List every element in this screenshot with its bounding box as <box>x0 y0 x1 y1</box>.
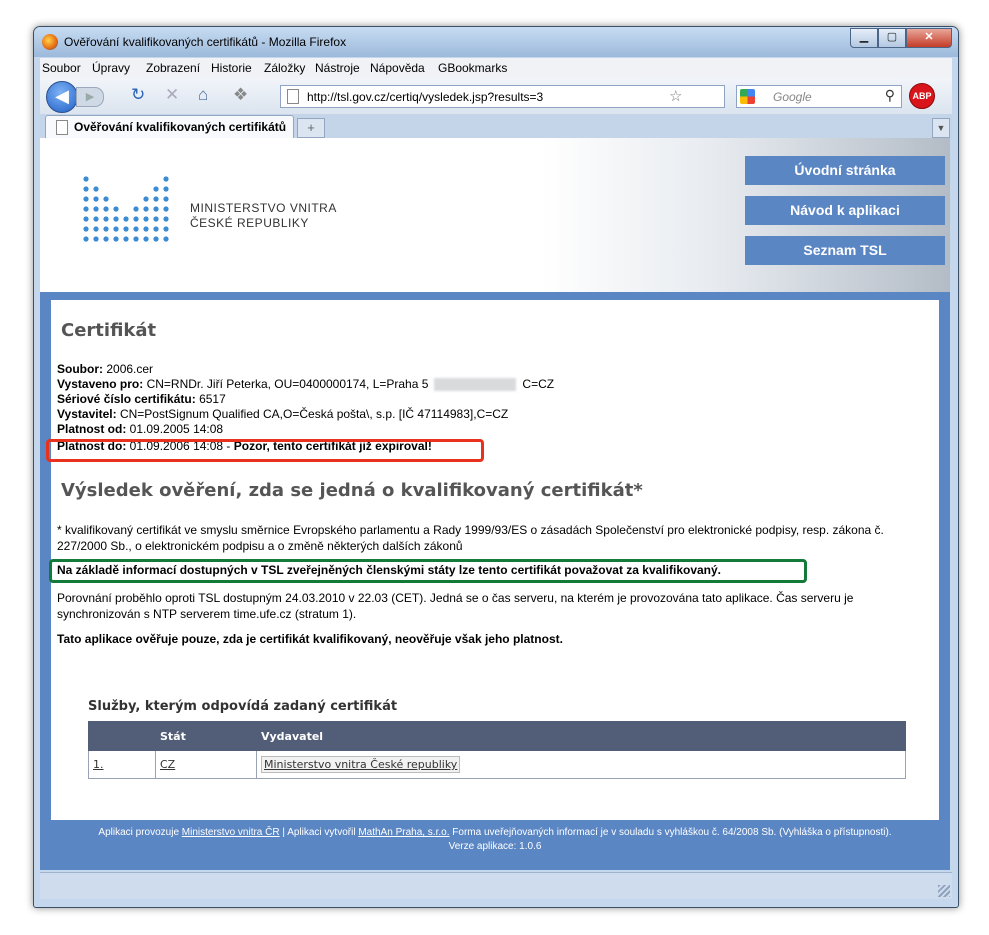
status-bar <box>40 872 952 899</box>
table-header-row <box>89 722 906 751</box>
search-placeholder: Google <box>773 90 812 104</box>
valid-from-value: 01.09.2005 14:08 <box>129 422 224 436</box>
guide-button[interactable]: Návod k aplikaci <box>745 196 945 225</box>
tsl-list-button[interactable]: Seznam TSL <box>745 236 945 265</box>
menu-napoveda[interactable]: Nápověda <box>370 61 425 75</box>
verdict-text: Na základě informací dostupných v TSL zveřejněných členskými státy lze tento certifikát považovat za kvalifikovaný. <box>57 563 722 577</box>
forward-button[interactable] <box>76 87 104 107</box>
site-header <box>40 138 950 292</box>
tab-bar <box>40 114 952 138</box>
page-viewport <box>40 138 950 870</box>
valid-to-value: 01.09.2006 14:08 - <box>129 439 231 453</box>
ministry-name <box>190 201 337 231</box>
resize-grip-icon[interactable] <box>938 885 950 897</box>
page-icon <box>56 120 68 135</box>
page-icon <box>287 89 299 104</box>
column-vydavatel: Vydavatel <box>257 722 906 751</box>
minimize-button[interactable]: ▁ <box>850 28 878 48</box>
file-row <box>57 362 153 376</box>
url-bar[interactable] <box>280 85 725 108</box>
navigation-toolbar <box>40 78 952 114</box>
result-heading: Výsledek ověření, zda se jedná o kvalifikovaný certifikát* <box>61 480 643 501</box>
home-icon[interactable]: ⌂ <box>198 85 209 104</box>
issued-to-label: Vystaveno pro: <box>57 377 144 391</box>
footer-text-mid: | Aplikaci vytvořil <box>279 827 359 838</box>
row-number-link[interactable]: 1. <box>93 758 104 771</box>
home-page-button[interactable]: Úvodní stránka <box>745 156 945 185</box>
serial-row <box>57 392 226 406</box>
footnote-text: * kvalifikovaný certifikát ve smyslu směrnice Evropského parlamentu a Rady 1999/93/ES o zásadách Společenství pro elektronické podpisy, resp. zákona č. 227/2000 Sb., o elektronickém podpisu a o změně některých dalších zákonů <box>57 523 884 553</box>
menu-historie[interactable]: Historie <box>211 61 252 75</box>
version-text: Verze aplikace: 1.0.6 <box>448 841 542 852</box>
menu-gbookmarks[interactable]: GBookmarks <box>438 61 508 75</box>
issued-to-row <box>57 377 554 391</box>
site-footer <box>40 826 950 854</box>
column-stat: Stát <box>156 722 257 751</box>
redacted-block <box>434 378 516 391</box>
url-text: http://tsl.gov.cz/certiq/vysledek.jsp?results=3 <box>307 90 544 104</box>
addon-icon[interactable]: ❖ <box>233 85 249 104</box>
valid-to-label: Platnost do: <box>57 439 127 453</box>
back-button[interactable] <box>46 81 78 113</box>
title-bar <box>34 27 958 57</box>
ministry-link[interactable]: Ministerstvo vnitra ČR <box>181 827 280 838</box>
issuer-row <box>57 407 508 421</box>
firefox-icon <box>42 34 58 50</box>
time-note: Porovnání proběhlo oproti TSL dostupným 24.03.2010 v 22.03 (CET). Jedná se o čas serveru, na kterém je provozována tato aplikace. Čas serveru je synchronizován s NTP serverem time.ufe.cz (stratum 1). <box>57 591 854 621</box>
search-icon[interactable]: ⚲ <box>884 87 895 103</box>
reload-icon[interactable]: ↻ <box>131 85 146 104</box>
services-heading: Služby, kterým odpovídá zadaný certifikát <box>88 699 398 714</box>
tab-title: Ověřování kvalifikovaných certifikátů <box>74 120 287 134</box>
certificate-heading: Certifikát <box>61 320 157 341</box>
ministry-name-line2: ČESKÉ REPUBLIKY <box>190 216 309 230</box>
footer-text-post: Forma uveřejňovaných informací je v souladu s vyhláškou č. 64/2008 Sb. (Vyhláška o přístupnosti). <box>449 827 892 838</box>
valid-from-label: Platnost od: <box>57 422 127 436</box>
valid-from-row <box>57 422 223 436</box>
tab-list-icon[interactable]: ▼ <box>932 118 950 138</box>
issued-to-value: CN=RNDr. Jiří Peterka, OU=0400000174, L=Praha 5 <box>146 377 429 391</box>
menu-bar <box>40 58 952 78</box>
browser-window <box>33 26 959 908</box>
serial-label: Sériové číslo certifikátu: <box>57 392 196 406</box>
tab-active[interactable] <box>45 115 294 139</box>
services-table <box>88 721 906 779</box>
issuer-label: Vystavitel: <box>57 407 117 421</box>
menu-nastroje[interactable]: Nástroje <box>315 61 360 75</box>
window-title: Ověřování kvalifikovaných certifikátů - Mozilla Firefox <box>64 35 347 49</box>
file-label: Soubor: <box>57 362 103 376</box>
main-content <box>51 300 939 820</box>
maximize-button[interactable]: ▢ <box>878 28 906 48</box>
google-icon[interactable] <box>740 89 755 104</box>
footer-line <box>40 826 950 840</box>
column-number <box>89 722 156 751</box>
ministry-name-line1: MINISTERSTVO VNITRA <box>190 201 337 215</box>
issuer-value: CN=PostSignum Qualified CA,O=Česká pošta\, s.p. [IČ 47114983],C=CZ <box>119 407 509 421</box>
expiry-highlight-box <box>46 439 484 462</box>
footer-text-pre: Aplikaci provozuje <box>98 827 182 838</box>
country-link[interactable]: CZ <box>160 758 176 771</box>
menu-zalozky[interactable]: Záložky <box>264 61 306 75</box>
issued-to-country: C=CZ <box>522 377 555 391</box>
mathan-link[interactable]: MathAn Praha, s.r.o. <box>358 827 450 838</box>
close-button[interactable]: ✕ <box>906 28 952 48</box>
table-row <box>89 751 906 779</box>
menu-zobrazeni[interactable]: Zobrazení <box>146 61 201 75</box>
menu-soubor[interactable]: Soubor <box>42 61 81 75</box>
search-input[interactable] <box>736 85 902 108</box>
file-value: 2006.cer <box>106 362 154 376</box>
verdict-highlight-box <box>49 559 807 583</box>
ministry-logo <box>82 175 174 247</box>
new-tab-button[interactable]: + <box>297 118 325 138</box>
adblock-icon[interactable]: ABP <box>909 83 935 109</box>
issuer-link[interactable]: Ministerstvo vnitra České republiky <box>261 756 460 773</box>
back-arrow-icon: ◀ <box>55 86 69 106</box>
forward-arrow-icon: ▶ <box>85 91 95 103</box>
disclaimer-text: Tato aplikace ověřuje pouze, zda je certifikát kvalifikovaný, neověřuje však jeho platnost. <box>57 632 563 646</box>
bookmark-star-icon[interactable]: ☆ <box>669 88 683 105</box>
stop-icon[interactable]: ✕ <box>165 85 180 104</box>
expired-warning: Pozor, tento certifikát již expiroval! <box>233 439 432 453</box>
serial-value: 6517 <box>199 392 226 406</box>
menu-upravy[interactable]: Úpravy <box>92 61 131 75</box>
